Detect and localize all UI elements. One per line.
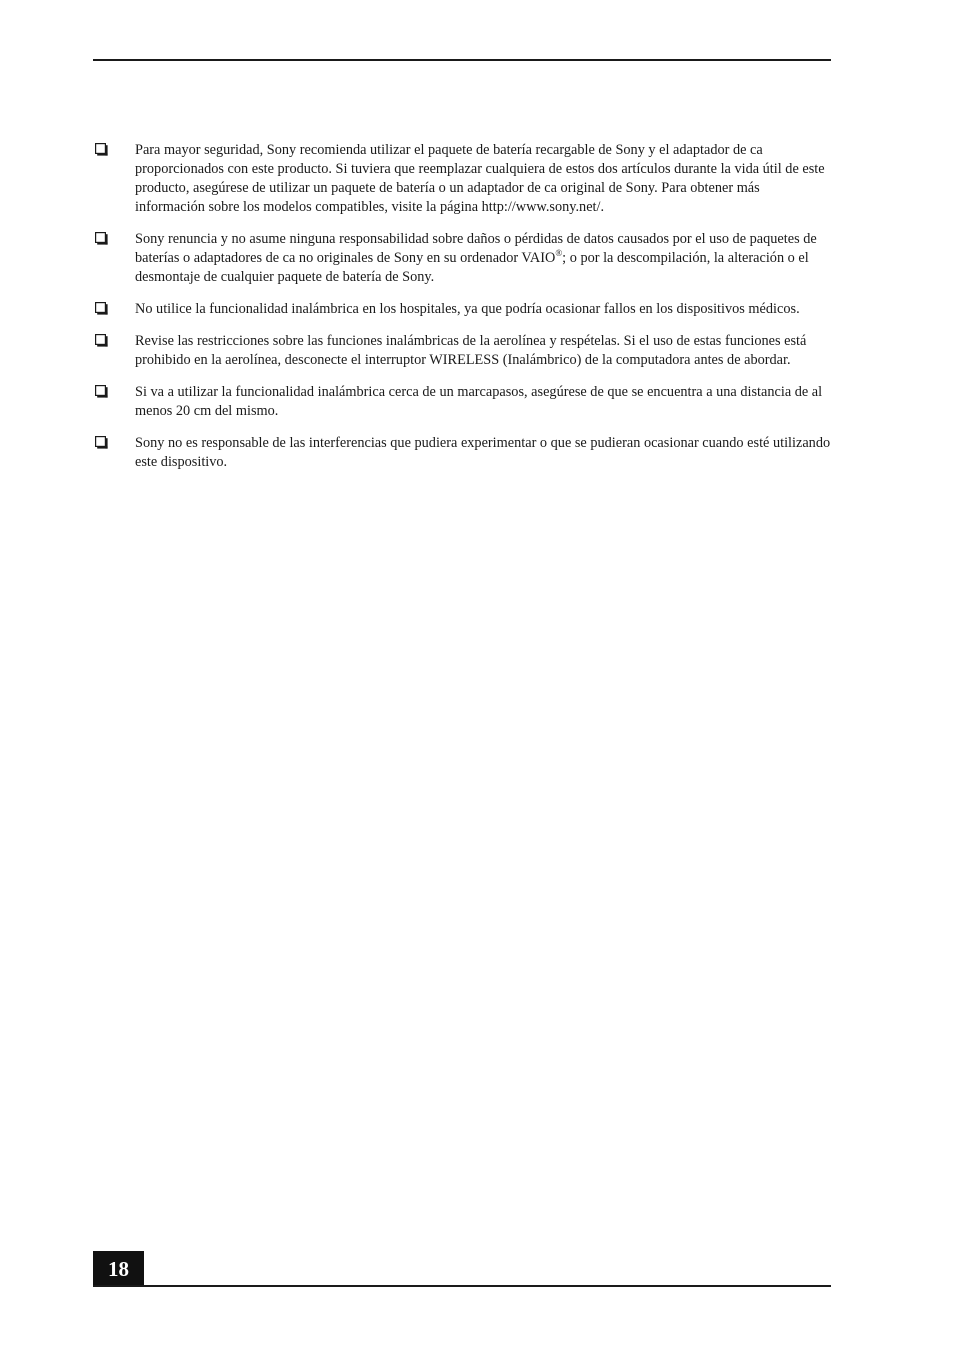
list-item-text: No utilice la funcionalidad inalámbrica en los hospitales, ya que podría ocasionar fallos en los dispositivos médicos. xyxy=(135,301,800,317)
list-item xyxy=(93,434,833,472)
safety-notice-list xyxy=(93,141,833,485)
checkbox-icon xyxy=(95,143,108,156)
registered-mark: ® xyxy=(555,248,563,259)
checkbox-icon xyxy=(95,385,108,398)
list-item xyxy=(93,300,833,319)
header-rule xyxy=(93,59,831,61)
list-item xyxy=(93,383,833,421)
list-item-text: Revise las restricciones sobre las funciones inalámbricas de la aerolínea y respételas. Si el uso de estas funciones está prohibido en la aerolínea, desconecte el interruptor WIRELESS (Inalámbrico) de la computadora antes de abordar. xyxy=(135,333,807,368)
checkbox-icon xyxy=(95,232,108,245)
list-item-text-after: ; o por la descompilación, la alteración o el desmontaje de cualquier paquete de batería de Sony. xyxy=(135,250,809,285)
list-item-text xyxy=(135,231,817,285)
footer-rule xyxy=(93,1285,831,1287)
list-item-text: Para mayor seguridad, Sony recomienda utilizar el paquete de batería recargable de Sony y el adaptador de ca proporcionados con este producto. Si tuviera que reemplazar cualquiera de estos dos artículos durante la vida útil de este producto, asegúrese de utilizar un paquete de batería o un adaptador de ca original de Sony. Para obtener más información sobre los modelos compatibles, visite la página http://www.sony.net/. xyxy=(135,142,825,215)
page-number: 18 xyxy=(93,1251,144,1287)
list-item-text-before: Sony renuncia y no asume ninguna responsabilidad sobre daños o pérdidas de datos causados por el uso de paquetes de baterías o adaptadores de ca no originales de Sony en su ordenador VAIO xyxy=(135,231,817,266)
list-item xyxy=(93,141,833,217)
checkbox-icon xyxy=(95,436,108,449)
list-item xyxy=(93,230,833,287)
list-item-text: Sony no es responsable de las interferencias que pudiera experimentar o que se pudieran ocasionar cuando esté utilizando este dispositivo. xyxy=(135,435,831,470)
checkbox-icon xyxy=(95,334,108,347)
checkbox-icon xyxy=(95,302,108,315)
list-item-text: Si va a utilizar la funcionalidad inalámbrica cerca de un marcapasos, asegúrese de que se encuentra a una distancia de al menos 20 cm del mismo. xyxy=(135,384,823,419)
list-item xyxy=(93,332,833,370)
